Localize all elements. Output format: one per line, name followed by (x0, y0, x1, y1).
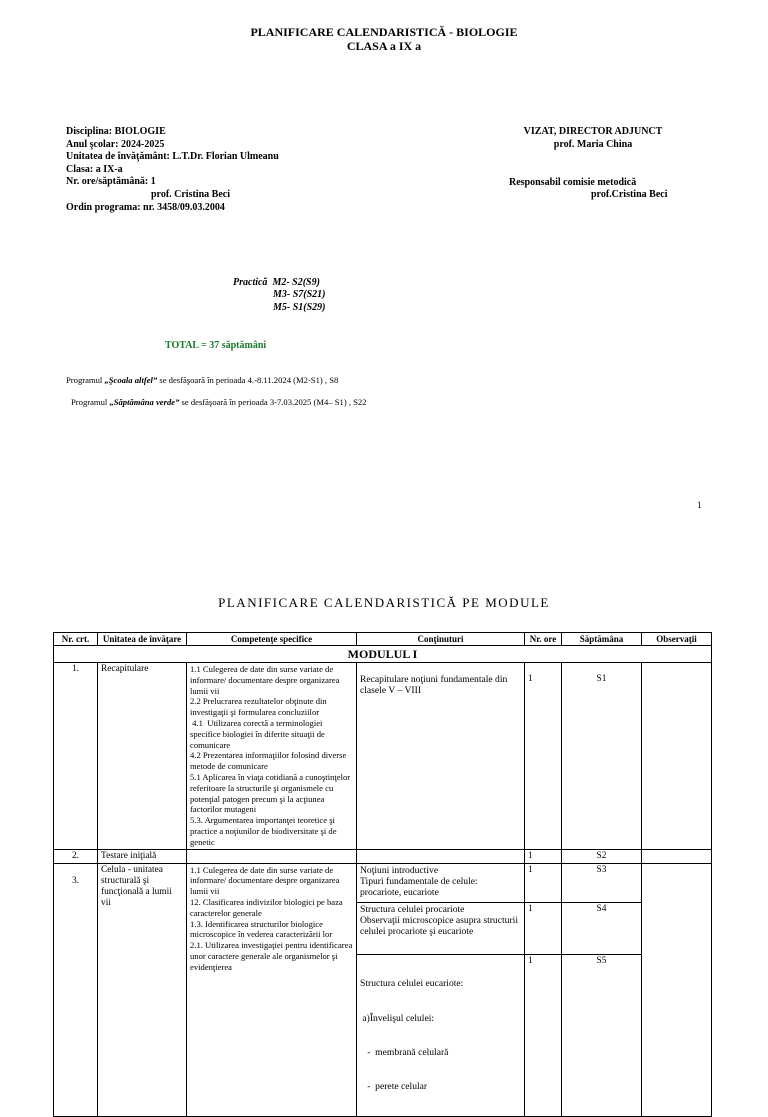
program-period: se desfăşoară în perioada 3-7.03.2025 (M4– S1) , S22 (179, 397, 367, 407)
competence-item: 4.1 Utilizarea corectă a terminologiei specifice biologiei în diferite situaţii de comunicare (190, 717, 327, 750)
info-left (66, 126, 279, 214)
row-hours: 1 (525, 849, 562, 863)
content-line: Structura celulei procariote (360, 903, 465, 915)
week-value: S3 (596, 864, 607, 875)
info-hours: Nr. ore/săptămână: 1 (66, 176, 156, 188)
table-row (54, 663, 712, 850)
section-title: PLANIFICARE CALENDARISTICĂ PE MODULE (218, 595, 550, 610)
module-row (54, 646, 712, 663)
page-title: PLANIFICARE CALENDARISTICĂ - BIOLOGIE (250, 25, 518, 39)
content-line: - perete celular (360, 1081, 428, 1093)
page-number: 1 (697, 500, 702, 510)
header-contents: Conţinuturi (357, 633, 525, 646)
program-prefix: Programul (66, 375, 105, 385)
row-unit: Celula - unitatea structurală şi funcţională a lumii vii (98, 863, 187, 1117)
program-name: „Şcoala altfel” (104, 375, 158, 385)
competence-item: 2.2 Prelucrarea rezultatelor obţinute din investigaţii şi formularea concluziilor (190, 696, 327, 718)
approval-label: VIZAT, DIRECTOR ADJUNCT (523, 126, 663, 137)
competence-item: 5.1 Aplicarea în viaţa cotidiană a cunoştinţelor referitoare la structurile şi organismele cu potenţial patogen precum şi la acţiunea factorilor mutageni (190, 771, 351, 815)
program-period: se desfăşoară în perioada 4.-8.11.2024 (M2-S1) , S8 (157, 375, 339, 385)
hours-value: 1 (528, 864, 533, 875)
hours-value: 1 (525, 954, 561, 967)
content-line: Observaţii microscopice asupra structurii celulei procariote şi eucariote (360, 914, 518, 938)
content-line: Tipuri fundamentale de celule: procariote, eucariote (360, 875, 478, 899)
content-line: Structura celulei eucariote: (360, 978, 464, 990)
table-row (54, 863, 712, 1117)
competence-item: 1.3. Identificarea structurilor biologice microscopice în vederea caracterizării lor (190, 918, 333, 940)
program-scoala-altfel (66, 375, 338, 386)
row-unit: Recapitulare (98, 663, 187, 850)
content-block (360, 865, 521, 900)
row-observations (642, 849, 712, 863)
row-number: 3. (54, 863, 98, 1117)
row-week (562, 863, 642, 1117)
competence-item: 4.2 Prezentarea informaţiilor folosind diverse metode de comunicare (190, 750, 347, 772)
practice-line-1: M2- S2(S9) (272, 277, 320, 288)
planning-table (53, 632, 712, 1117)
program-saptamana-verde (71, 397, 367, 408)
info-school-year: Anul şcolar: 2024-2025 (66, 138, 165, 150)
row-competences (187, 663, 357, 850)
header-observations: Observaţii (642, 633, 712, 646)
row-week: S1 (562, 663, 642, 850)
row-observations (642, 863, 712, 1117)
competence-item: 2.1. Utilizarea investigaţiei pentru identificarea unor caractere generale ale organismelor şi evidenţierea (190, 940, 353, 972)
row-number: 2. (54, 849, 98, 863)
content-line: a)Învelişul celulei: (360, 1012, 435, 1024)
responsible-name: prof.Cristina Beci (591, 189, 668, 200)
total-weeks: TOTAL = 37 săptămâni (165, 340, 267, 351)
hours-value: 1 (525, 902, 561, 952)
table-row (54, 849, 712, 863)
row-contents (357, 849, 525, 863)
practice-line-3: M5- S1(S29) (273, 301, 326, 313)
row-unit: Testare iniţială (98, 849, 187, 863)
row-observations (642, 663, 712, 850)
header-nr: Nr. crt. (54, 633, 98, 646)
program-prefix: Programul (71, 397, 110, 407)
content-block (357, 902, 524, 952)
content-line: Noţiuni introductive (360, 864, 439, 876)
info-discipline: Disciplina: BIOLOGIE (66, 126, 166, 137)
week-value: S4 (562, 902, 641, 952)
info-teacher: prof. Cristina Beci (151, 188, 230, 200)
responsible-label: Responsabil comisie metodică (509, 177, 637, 188)
week-value: S5 (562, 954, 641, 967)
header-hours: Nr. ore (525, 633, 562, 646)
module-title: MODULUL I (54, 646, 712, 663)
table-header-row (54, 633, 712, 646)
program-name: „Săptămâna verde” (109, 397, 180, 407)
competence-item: 5.3. Argumentarea importanţei teoretice şi practice a noţiunilor de biodiversitate şi de genetic (190, 815, 337, 847)
header-unit: Unitatea de învăţare (98, 633, 187, 646)
content-block (357, 954, 524, 1116)
row-number: 1. (54, 663, 98, 850)
row-competences (187, 863, 357, 1117)
header-competences: Competenţe specifice (187, 633, 357, 646)
page-subtitle: CLASA a IX a (346, 39, 422, 53)
practice-line-2: M3- S7(S21) (273, 289, 326, 301)
header-week: Săptămâna (562, 633, 642, 646)
row-week: S2 (562, 849, 642, 863)
practice-label: Practică (233, 277, 268, 288)
director-name: prof. Maria China (553, 138, 633, 150)
row-hours (525, 863, 562, 1117)
info-program-order: Ordin programa: nr. 3458/09.03.2004 (66, 201, 225, 213)
info-right (508, 126, 678, 151)
info-class: Clasa: a IX-a (66, 163, 123, 175)
row-competences (187, 849, 357, 863)
competence-item: 1.1 Culegerea de date din surse variate de informare/ documentare despre organizarea lumii vii (190, 864, 340, 897)
practice-block (233, 277, 326, 314)
row-contents (357, 863, 525, 1117)
row-contents: Recapitulare noţiuni fundamentale din clasele V – VIII (357, 663, 525, 850)
content-line: - membrană celulară (360, 1046, 449, 1058)
competence-item: 1.1 Culegerea de date din surse variate de informare/ documentare despre organizarea lumii vii (190, 664, 340, 696)
competence-item: 12. Clasificarea indivizilor biologici pe baza caracterelor generale (190, 896, 343, 918)
row-hours: 1 (525, 663, 562, 850)
info-school: Unitatea de învăţământ: L.T.Dr. Florian Ulmeanu (66, 151, 279, 163)
